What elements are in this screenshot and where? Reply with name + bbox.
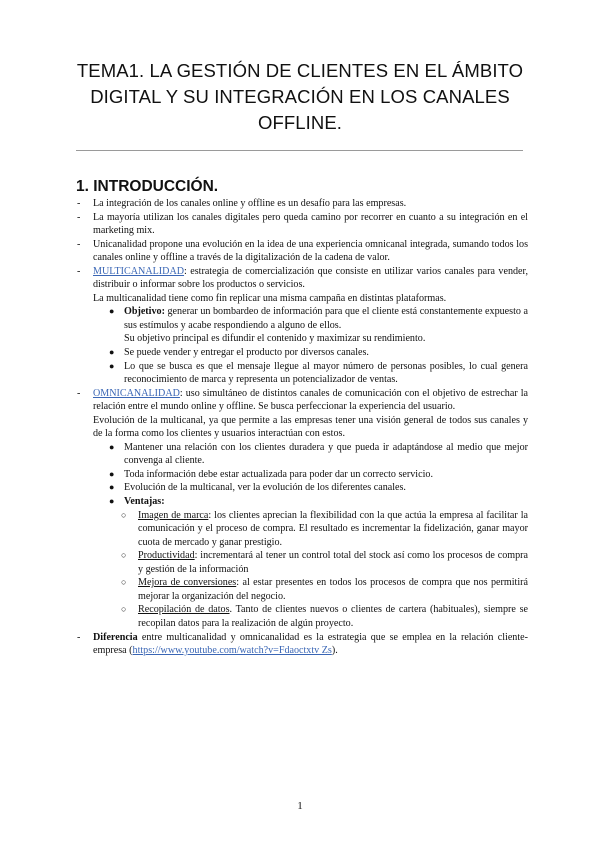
circle-bullet: ○: [121, 577, 127, 588]
paragraph: La multicanalidad tiene como fin replicar una misma campaña en distintas plataformas.: [93, 292, 447, 304]
advantage-item: [76, 549, 528, 576]
sub-bullet-text: Se puede vender y entregar el producto por diversos canales.: [124, 347, 369, 359]
title-line-2: DIGITAL Y SU INTEGRACIÓN EN LOS CANALES: [90, 86, 510, 107]
list-item: [76, 211, 528, 238]
item-text: : estrategia de comercialización que consiste en utilizar varios canales para vender, distribuir o informar sobre los productos o servicios.: [93, 265, 528, 291]
list-item: [76, 238, 528, 265]
sub-bullet-text: Mantener una relación con los clientes duradera y que pueda ir adaptándose al medio que mejor convenga al cliente.: [124, 441, 528, 467]
paragraph: Evolución de la multicanal, ya que permite a las empresas tener una visión general de todos sus canales y de la forma como los clientes y usuarios interactúan con estos.: [93, 414, 528, 440]
objetivo-label: Objetivo:: [124, 306, 165, 318]
omnicanalidad-term: OMNICANALIDAD: [93, 387, 180, 399]
list-item-multicanalidad: [76, 265, 528, 292]
title-line-3: OFFLINE.: [257, 112, 343, 133]
advantage-term: Mejora de conversiones: [138, 577, 237, 589]
page-number: 1: [297, 800, 303, 812]
sub-bullet: [76, 360, 528, 387]
dot-bullet: ●: [109, 496, 115, 507]
circle-bullet: ○: [121, 604, 127, 615]
advantage-item: [76, 576, 528, 603]
sub-bullet: [76, 346, 528, 360]
sub-bullet-continuation: Su objetivo principal es difundir el contenido y maximizar su rendimiento.: [124, 333, 426, 345]
advantage-text: : al estar presentes en todos los procesos de compra que nos permitirá mejorar la organización del negocio.: [138, 577, 528, 602]
item-text: entre multicanalidad y omnicanalidad es la estrategia que se emplea en la relación cliente-empresa (: [93, 631, 528, 657]
advantage-item: [76, 509, 528, 550]
sub-bullet-text: generar un bombardeo de información para que el cliente está constantemente expuesto a sus estímulos y acabe respondiendo a alguno de ellos.: [124, 306, 528, 331]
advantage-term: Imagen de marca: [138, 509, 209, 521]
dash-bullet: -: [77, 631, 81, 643]
title-line-1: TEMA1. LA GESTIÓN DE CLIENTES EN EL ÁMBITO: [76, 60, 524, 81]
sub-bullet: [76, 441, 528, 468]
document-body: [76, 197, 528, 658]
ventajas-label: Ventajas:: [124, 496, 165, 508]
item-text: La integración de los canales online y offline es un desafío para las empresas.: [93, 198, 407, 209]
dash-bullet: -: [77, 238, 81, 250]
title-divider: [76, 150, 523, 151]
item-text: : uso simultáneo de distintos canales de comunicación con el objetivo de estrechar la relación entre el mundo online y offline. Se busca perfeccionar la experiencia del usuario.: [93, 387, 528, 413]
item-text: La mayoría utilizan los canales digitales pero queda camino por recorrer en cuanto a su integración en el marketing mix.: [93, 211, 528, 237]
item-text: Unicanalidad propone una evolución en la idea de una experiencia omnicanal integrada, sumando todos los canales online y offline a través de la digitalización de la cadena de valor.: [93, 238, 528, 264]
multicanalidad-term: MULTICANALIDAD: [93, 265, 185, 277]
advantage-item: [76, 603, 528, 630]
dot-bullet: ●: [109, 347, 115, 358]
sub-bullet: [76, 481, 528, 495]
document-title: [60, 58, 540, 136]
dot-bullet: ●: [109, 441, 115, 452]
dot-bullet: ●: [109, 360, 115, 371]
advantage-text: : los clientes aprecian la flexibilidad con la que actúa la empresa al facilitar la comunicación y el proceso de compra. El resultado es incrementar la fidelización, ganar mayor cuota de mercado y ganar prestigio.: [138, 509, 528, 548]
dot-bullet: ●: [109, 468, 115, 479]
circle-bullet: ○: [121, 509, 127, 520]
sub-bullet: [76, 495, 528, 509]
list-item-omnicanalidad: [76, 387, 528, 414]
sub-bullet: [76, 468, 528, 482]
list-item-diferencia: [76, 631, 528, 658]
advantage-text: : incrementará al tener un control total del stock así como los procesos de compra y gestión de la información: [138, 550, 528, 575]
dot-bullet: ●: [109, 482, 115, 493]
sub-bullet-text: Toda información debe estar actualizada para poder dar un correcto servicio.: [124, 468, 433, 480]
advantage-term: Recopilación de datos: [138, 604, 230, 616]
youtube-link[interactable]: https://www.youtube.com/watch?v=Fdaoctxtv Zs: [132, 645, 332, 657]
sub-bullet-text: Lo que se busca es que el mensaje llegue al mayor número de personas posibles, lo cual genera reconocimiento de marca y representa un potencializador de ventas.: [124, 360, 528, 386]
sub-bullet: [76, 305, 528, 332]
dash-bullet: -: [77, 387, 81, 399]
sub-bullet-text: Evolución de la multicanal, ver la evolución de los diferentes canales.: [124, 482, 406, 494]
dash-bullet: -: [77, 265, 81, 277]
section-heading: 1. INTRODUCCIÓN.: [76, 178, 219, 195]
dash-bullet: -: [77, 211, 81, 223]
dot-bullet: ●: [109, 306, 115, 317]
list-item: [76, 197, 528, 211]
advantage-text: . Tanto de clientes nuevos o clientes de cartera (habituales), siempre se recopilan datos para la realización de algún proyecto.: [138, 604, 528, 629]
circle-bullet: ○: [121, 550, 127, 561]
diferencia-term: Diferencia: [93, 631, 138, 643]
item-text-end: ).: [331, 645, 338, 657]
advantage-term: Productividad: [138, 550, 195, 562]
dash-bullet: -: [77, 198, 81, 209]
